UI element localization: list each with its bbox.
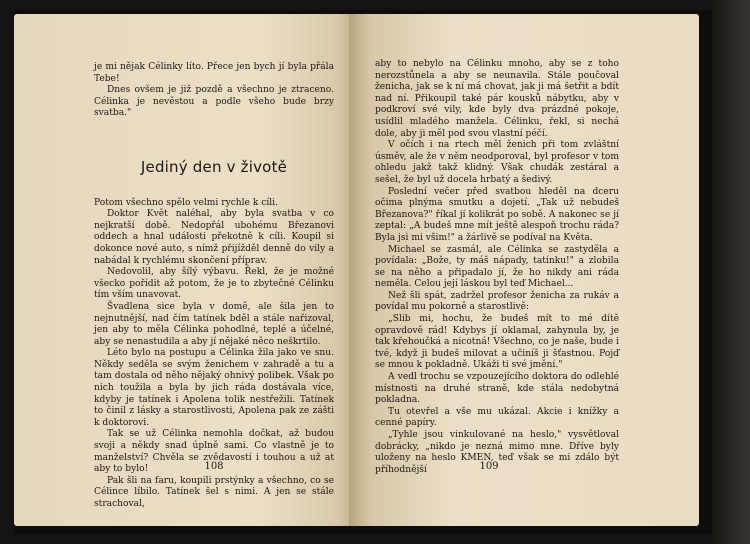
paragraph: Dnes ovšem je již pozdě a všechno je ztraceno. Célinka je nevěstou a podle všeho bude brzy svatba." bbox=[94, 85, 334, 119]
paragraph: je mi nějak Célinky líto. Přece jen bych jí byla přála Tebe! bbox=[94, 62, 334, 84]
paragraph: Poslední večer před svatbou hleděl na dceru očima plnýma smutku a dojetí. „Tak už nebudeš Březanova?" říkal jí kolikrát po sobě. A nakonec se jí zeptal: „A budeš mne mít ještě alespoň trochu ráda? Byla jsi mi všim!" a žárlivě se podíval na Květa. bbox=[375, 186, 619, 243]
left-page-text bbox=[94, 62, 334, 511]
paragraph: Švadlena sice byla v domě, ale šila jen to nejnutnější, nad čím tatínek bděl a stále nařizoval, jen aby to měla Célinka pohodlné, teplé a účelné, aby se nenastudila a aby jí nějaké něco neškrtilo. bbox=[94, 301, 334, 347]
background-edge bbox=[712, 0, 750, 544]
paragraph: Nedovolil, aby šílý výbavu. Řekl, že je možné všecko pořídit až potom, že je to zbytečné Célinku tím vším unavovat. bbox=[94, 267, 334, 301]
paragraph: Potom všechno spělo velmi rychle k cíli. bbox=[94, 197, 278, 208]
paragraph: aby to nebylo na Célinku mnoho, aby se z toho nerozstůnela a aby se neunavila. Stále poučoval ženicha, jak se k ní má chovat, jak ji má šetřit a bdít nad ní. Přikoupil také pár kousků nábytku, aby v podkroví své vily, kde byly dva prázdné pokoje, usídlil mladého manžela. Célinku, řekl, si nechá dole, aby ji měl pod svou vlastní péčí. bbox=[375, 59, 619, 139]
chapter-heading: Jediný den v životě bbox=[140, 157, 288, 176]
paragraph: Léto bylo na postupu a Célinka žila jako ve snu. Někdy seděla se svým ženichem v zahradě a tu a tam dostala od něho nějaký ohnivý polibek. Však po nich toužila a byla by jich ráda dostávala více, kdyby je tatínek i Apolena tolik nestřežili. Tatínek to činil z lásky a starostlivosti, Apolena pak ze zášti k doktorovi. bbox=[94, 348, 334, 428]
page-number: 109 bbox=[479, 461, 499, 472]
left-page bbox=[14, 14, 359, 526]
paragraph: Doktor Květ naléhal, aby byla svatba v co nejkratší době. Nedopřál ubohému Březanovi oddech a hnal události překotně k cíli. Koupil si dokonce nové auto, s nímž přijížděl denně do vily a nabádal k rychlému skončení příprav. bbox=[94, 209, 334, 266]
paragraph: A vedl trochu se vzpouzejícího doktora do odlehlé místnosti na druhé straně, kde stála nedobytná pokladna. bbox=[375, 372, 619, 406]
paragraph: Michael se zasmál, ale Célinka se zastyděla a povídala: „Bože, ty máš nápady, tatínku!" a zlobila se na něho a připadalo jí, že ho nikdy ani ráda neměla. Celou její láskou byl teď Michael... bbox=[375, 244, 619, 290]
paragraph: Než šli spát, zadržel profesor ženicha za rukáv a povídal mu pokorně a starostlivě: bbox=[375, 290, 619, 313]
paragraph: Pak šli na faru, koupili prstýnky a všechno, co se Célince líbilo. Tatínek šel s nimi. A jen se stále strachoval, bbox=[94, 475, 334, 509]
paragraph: „Slib mi, hochu, že budeš mít to mé dítě opravdově rád! Kdybys jí oklamal, zahynula by, je tak křehoučká a nicotná! Všechno, co je naše, bude i tvé, když ji budeš milovat a učiníš ji šťastnou. Pojď se mnou k pokladně. Ukáži ti své jmění." bbox=[375, 314, 619, 371]
paragraph: Tu otevřel a vše mu ukázal. Akcie i knížky a cenné papíry. bbox=[375, 406, 619, 429]
paragraph: V očích i na rtech měl ženich při tom zvláštní úsměv, ale že v něm neodporoval, byl profesor v tom ohledu jakž takž klidný. Však chudák zestáral a sešel, že byl už docela hrbatý a šedivý. bbox=[375, 140, 619, 185]
paragraph: „Tyhle jsou vinkulované na heslo," vysvětloval dobrácky, „nikdo je nezná mimo mne. Dříve byly uloženy na heslo KMEN, teď však se mi zdálo být příhodnější bbox=[375, 430, 619, 475]
paragraph: Tak se už Célinka nemohla dočkat, až budou svoji a někdy snad úplně sami. Co vlastně je to manželství? Chvěla se zvědavostí i touhou a už at aby to bylo! bbox=[94, 429, 334, 475]
right-page-text bbox=[375, 59, 619, 476]
right-page bbox=[349, 14, 699, 526]
page-number: 108 bbox=[204, 461, 224, 472]
